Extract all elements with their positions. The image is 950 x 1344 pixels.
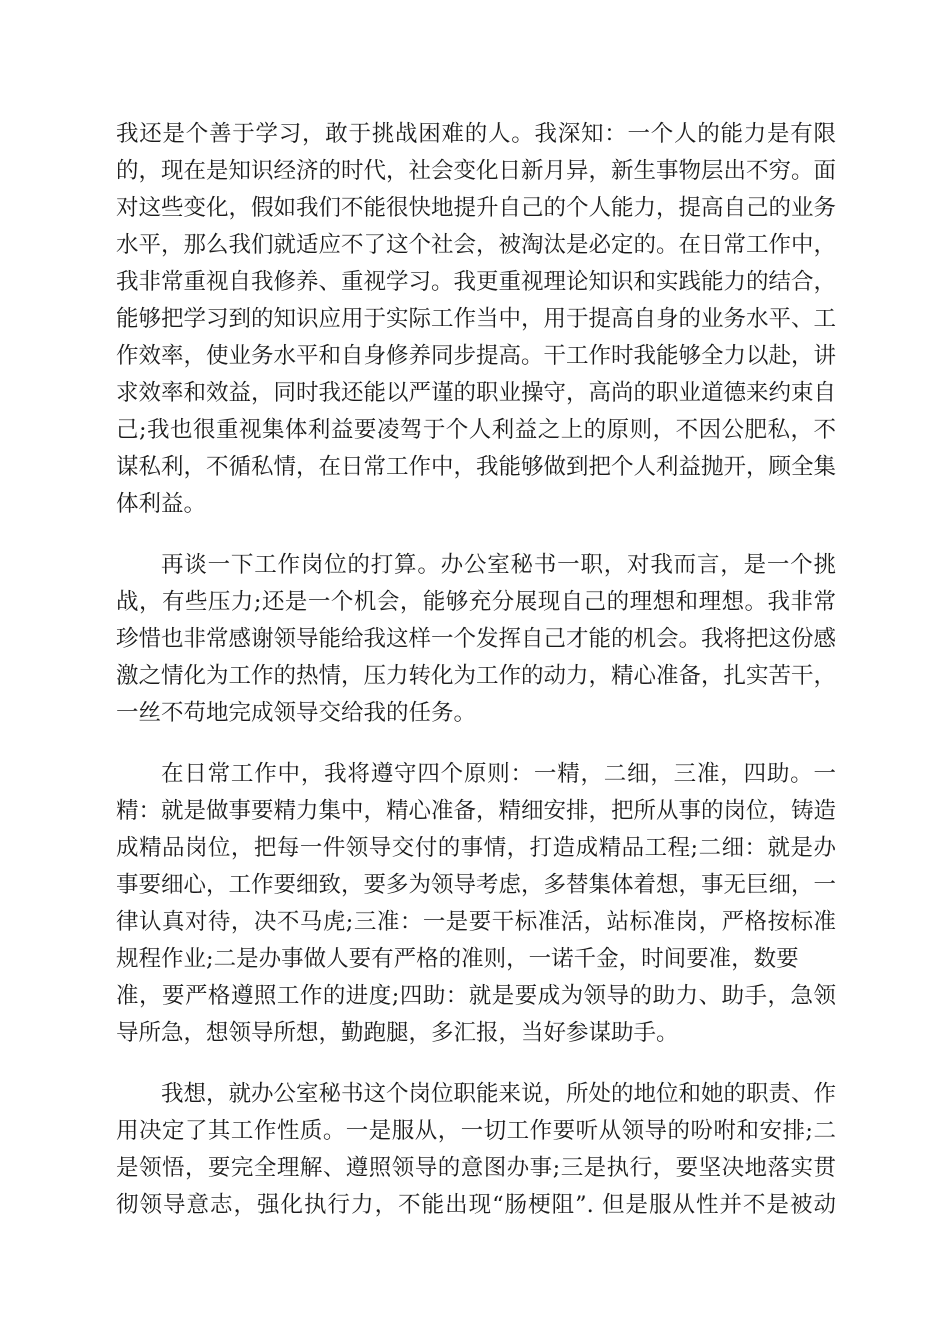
text-line: 规程作业;二是办事做人要有严格的准则，一诺千金，时间要准，数要: [116, 946, 799, 972]
text-line: 成精品岗位，把每一件领导交付的事情，打造成精品工程;二细：就是办: [116, 835, 836, 861]
text-line: 激之情化为工作的热情，压力转化为工作的动力，精心准备，扎实苦干，: [116, 663, 837, 689]
text-line: 的，现在是知识经济的时代，社会变化日新月异，新生事物层出不穷。面: [116, 158, 837, 184]
text-line: 我想，就办公室秘书这个岗位职能来说，所处的地位和她的职责、作: [161, 1081, 837, 1107]
text-line: 谋私利，不循私情，在日常工作中，我能够做到把个人利益抛开，顾全集: [116, 454, 837, 480]
paragraph-self-assessment: [116, 116, 836, 523]
text-line: 导所急，想领导所想，勤跑腿，多汇报，当好参谋助手。: [116, 1020, 679, 1046]
text-line: 是领悟，要完全理解、遵照领导的意图办事;三是执行，要坚决地落实贯: [116, 1155, 836, 1181]
text-line: 求效率和效益，同时我还能以严谨的职业操守，高尚的职业道德来约束自: [116, 380, 837, 406]
text-line: 体利益。: [116, 491, 207, 517]
text-line: 己;我也很重视集体利益要凌驾于个人利益之上的原则，不因公肥私，不: [116, 417, 836, 443]
text-line: 水平，那么我们就适应不了这个社会，被淘汰是必定的。在日常工作中，: [116, 232, 837, 258]
text-line: 准，要严格遵照工作的进度;四助：就是要成为领导的助力、助手，急领: [116, 983, 836, 1009]
text-line: 我非常重视自我修养、重视学习。我更重视理论知识和实践能力的结合，: [116, 269, 837, 295]
text-line: 珍惜也非常感谢领导能给我这样一个发挥自己才能的机会。我将把这份感: [116, 626, 837, 652]
text-line: 精：就是做事要精力集中，精心准备，精细安排，把所从事的岗位，铸造: [116, 798, 837, 824]
text-line: 我还是个善于学习，敢于挑战困难的人。我深知：一个人的能力是有限: [116, 121, 836, 147]
paragraph-four-principles: [116, 756, 836, 1052]
text-line: 对这些变化，假如我们不能很快地提升自己的个人能力，提高自己的业务: [116, 195, 837, 221]
text-line: 律认真对待，决不马虎;三准：一是要干标准活，站标准岗，严格按标准: [116, 909, 836, 935]
text-line: 能够把学习到的知识应用于实际工作当中，用于提高自身的业务水平、工: [116, 306, 837, 332]
text-line: 事要细心，工作要细致，要多为领导考虑，多替集体着想，事无巨细，一: [116, 872, 837, 898]
paragraph-secretary-role: [116, 1076, 836, 1224]
text-line: 战，有些压力;还是一个机会，能够充分展现自己的理想和理想。我非常: [116, 589, 836, 615]
text-line: 彻领导意志，强化执行力，不能出现“肠梗阻”. 但是服从性并不是被动: [116, 1192, 836, 1218]
text-line: 在日常工作中，我将遵守四个原则：一精，二细，三准，四助。一: [161, 761, 836, 787]
text-line: 再谈一下工作岗位的打算。办公室秘书一职，对我而言，是一个挑: [161, 552, 836, 578]
paragraph-job-plan: [116, 547, 836, 732]
text-line: 用决定了其工作性质。一是服从，一切工作要听从领导的吩咐和安排;二: [116, 1118, 836, 1144]
text-line: 一丝不苟地完成领导交给我的任务。: [116, 700, 477, 726]
text-line: 作效率，使业务水平和自身修养同步提高。干工作时我能够全力以赴，讲: [116, 343, 837, 369]
